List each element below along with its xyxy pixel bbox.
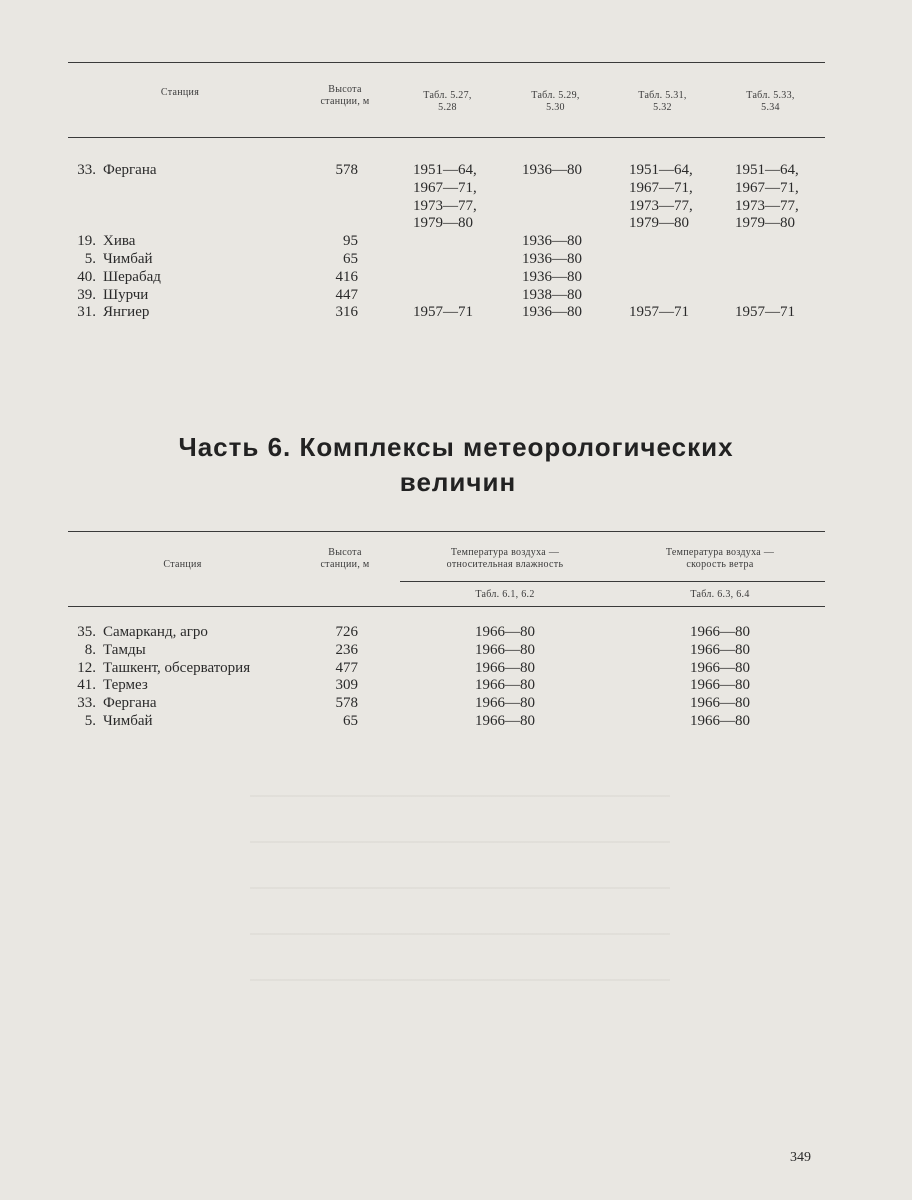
period-c1: 1951—64, xyxy=(413,162,477,178)
station-name: Янгиер xyxy=(103,304,150,321)
station-height: 477 xyxy=(335,659,358,676)
table2-group-rule xyxy=(400,581,825,582)
row-number: 33. xyxy=(77,695,96,712)
table2-top-rule xyxy=(68,531,825,532)
table2-subheader-tabl-6-3: Табл. 6.3, 6.4 xyxy=(690,589,750,600)
bleed-through-shadow xyxy=(250,765,670,1015)
period-c4: 1957—71 xyxy=(735,304,795,321)
row-number: 5. xyxy=(84,251,96,267)
row-number: 35. xyxy=(77,624,96,640)
period-c1: 1979—80 xyxy=(413,215,473,232)
period-c1: 1973—77, xyxy=(413,197,477,214)
period-c3: 1979—80 xyxy=(629,215,689,232)
period-humidity: 1966—80 xyxy=(475,677,535,694)
period-wind: 1966—80 xyxy=(690,659,750,676)
station-name: Чимбай xyxy=(103,713,153,729)
station-height: 95 xyxy=(343,233,358,250)
row-number: 8. xyxy=(84,641,96,658)
period-humidity: 1966—80 xyxy=(475,624,535,640)
table1-header-height: Высота станции, м xyxy=(320,84,370,107)
station-name: Самарканд, агро xyxy=(103,624,208,640)
period-humidity: 1966—80 xyxy=(475,713,535,729)
station-name: Чимбай xyxy=(103,251,153,267)
section-title-line2: величин xyxy=(399,467,517,497)
period-c4: 1979—80 xyxy=(735,215,795,232)
section-title-line1: Часть 6. Комплексы метеорологических xyxy=(178,432,734,462)
table2-header-station: Станция xyxy=(163,559,202,570)
station-height: 65 xyxy=(343,251,358,267)
table1-header-tabl-5-31: Табл. 5.31, 5.32 xyxy=(638,90,687,113)
table2-subheader-tabl-6-1: Табл. 6.1, 6.2 xyxy=(475,589,535,600)
row-number: 33. xyxy=(77,162,96,178)
station-name: Фергана xyxy=(103,695,157,712)
page-number: 349 xyxy=(790,1150,811,1165)
table2-header-height: Высота станции, м xyxy=(320,547,370,570)
period-c3: 1967—71, xyxy=(629,179,693,196)
station-name: Шурчи xyxy=(103,286,149,303)
period-c4: 1967—71, xyxy=(735,179,799,196)
station-name: Фергана xyxy=(103,162,157,178)
row-number: 12. xyxy=(77,659,96,676)
row-number: 19. xyxy=(77,233,96,250)
station-name: Тамды xyxy=(103,641,146,658)
table2-header-group-humidity: Температура воздуха — относительная влажность xyxy=(446,547,564,570)
table1-top-rule xyxy=(68,62,825,63)
period-c2: 1938—80 xyxy=(522,286,582,303)
table1-header-rule xyxy=(68,137,825,138)
period-wind: 1966—80 xyxy=(690,624,750,640)
row-number: 31. xyxy=(77,304,96,321)
period-humidity: 1966—80 xyxy=(475,695,535,712)
station-name: Ташкент, обсерватория xyxy=(103,659,251,676)
station-name: Термез xyxy=(103,677,148,694)
station-height: 416 xyxy=(335,268,358,285)
period-wind: 1966—80 xyxy=(690,695,750,712)
period-c1: 1967—71, xyxy=(413,179,477,196)
period-c3: 1951—64, xyxy=(629,162,693,178)
table1-header-tabl-5-33: Табл. 5.33, 5.34 xyxy=(746,90,795,113)
station-height: 309 xyxy=(335,677,358,694)
period-c2: 1936—80 xyxy=(522,251,582,267)
station-height: 726 xyxy=(335,624,358,640)
table1-header-tabl-5-29: Табл. 5.29, 5.30 xyxy=(531,90,580,113)
period-c3: 1957—71 xyxy=(629,304,689,321)
period-c4: 1951—64, xyxy=(735,162,799,178)
station-height: 236 xyxy=(335,641,358,658)
period-c2: 1936—80 xyxy=(522,268,582,285)
period-c2: 1936—80 xyxy=(522,162,582,178)
period-wind: 1966—80 xyxy=(690,677,750,694)
period-wind: 1966—80 xyxy=(690,713,750,729)
period-c1: 1957—71 xyxy=(413,304,473,321)
station-height: 316 xyxy=(335,304,358,321)
row-number: 40. xyxy=(77,268,96,285)
table2-header-group-wind: Температура воздуха — скорость ветра xyxy=(665,547,775,570)
row-number: 5. xyxy=(84,713,96,729)
station-height: 65 xyxy=(343,713,358,729)
row-number: 41. xyxy=(77,677,96,694)
station-height: 578 xyxy=(335,695,358,712)
station-height: 578 xyxy=(335,162,358,178)
table2-header-rule xyxy=(68,606,825,607)
period-c2: 1936—80 xyxy=(522,304,582,321)
station-height: 447 xyxy=(335,286,358,303)
period-c2: 1936—80 xyxy=(522,233,582,250)
period-c4: 1973—77, xyxy=(735,197,799,214)
table1-header-station: Станция xyxy=(160,87,200,98)
period-wind: 1966—80 xyxy=(690,641,750,658)
row-number: 39. xyxy=(77,286,96,303)
table1-header-tabl-5-27: Табл. 5.27, 5.28 xyxy=(423,90,472,113)
station-name: Шерабад xyxy=(103,268,161,285)
station-name: Хива xyxy=(103,233,136,250)
period-c3: 1973—77, xyxy=(629,197,693,214)
period-humidity: 1966—80 xyxy=(475,659,535,676)
period-humidity: 1966—80 xyxy=(475,641,535,658)
